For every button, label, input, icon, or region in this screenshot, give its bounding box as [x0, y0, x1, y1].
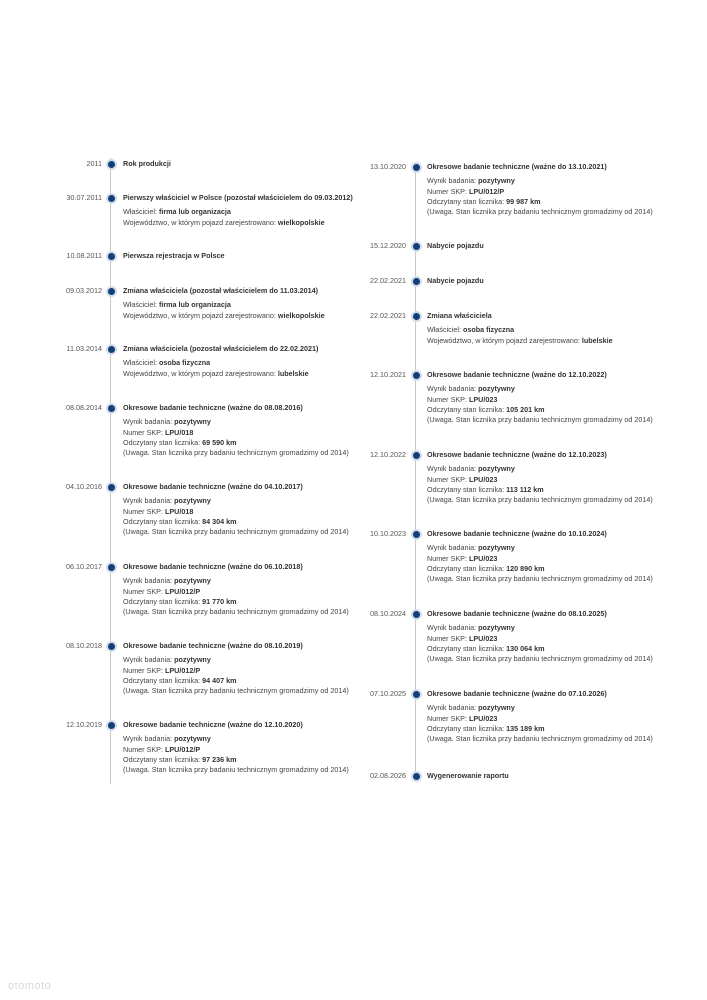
timeline-dot-icon — [411, 771, 422, 782]
event-date: 08.10.2018 — [66, 641, 102, 650]
timeline-dot-icon — [411, 450, 422, 461]
detail-value: 94 407 km — [202, 675, 237, 685]
detail-label: Numer SKP: — [427, 633, 467, 643]
detail-value: lubelskie — [277, 368, 309, 378]
detail-value: pozytywny — [174, 417, 211, 427]
timeline-dot-icon — [411, 241, 422, 252]
detail-label: Wynik badania: — [427, 703, 477, 713]
detail-value: pozytywny — [174, 655, 211, 665]
detail-label: (Uwaga. Stan licznika przy badaniu technicznym gromadzimy od 2014) — [123, 607, 349, 617]
timeline-dot-icon — [411, 370, 422, 381]
event-detail-row — [123, 655, 349, 665]
detail-label: Wynik badania: — [427, 464, 477, 474]
event-detail-row — [123, 576, 349, 586]
event-content — [427, 162, 653, 217]
detail-label: Odczytany stan licznika: — [427, 404, 505, 414]
timeline-dot-icon — [106, 720, 117, 731]
detail-value: LPU/023 — [468, 394, 498, 404]
detail-label: Właściciel: — [123, 358, 157, 368]
event-detail-row — [427, 187, 653, 197]
timeline-dot-icon — [411, 609, 422, 620]
detail-label: Numer SKP: — [123, 506, 163, 516]
timeline-dot-icon — [106, 193, 117, 204]
event-detail-row — [427, 623, 653, 633]
event-title: Okresowe badanie techniczne (ważne do 10.10.2024) — [427, 529, 607, 538]
detail-value: 99 987 km — [506, 196, 541, 206]
event-title: Okresowe badanie techniczne (ważne do 08.10.2025) — [427, 609, 607, 618]
event-detail-row — [123, 666, 349, 676]
event-date: 12.10.2019 — [66, 720, 102, 729]
detail-value: 120 890 km — [506, 563, 545, 573]
detail-value: firma lub organizacja — [158, 207, 231, 217]
event-content — [123, 720, 349, 775]
detail-value: 69 590 km — [202, 437, 237, 447]
event-title: Nabycie pojazdu — [427, 241, 484, 250]
event-content — [427, 241, 484, 251]
detail-label: Województwo, w którym pojazd zarejestrowano: — [427, 335, 580, 345]
event-detail-row — [427, 197, 653, 207]
detail-value: LPU/023 — [468, 633, 498, 643]
detail-label: (Uwaga. Stan licznika przy badaniu technicznym gromadzimy od 2014) — [123, 765, 349, 775]
detail-value: firma lub organizacja — [158, 300, 231, 310]
event-title: Okresowe badanie techniczne (ważne do 08.08.2016) — [123, 403, 303, 412]
detail-label: Odczytany stan licznika: — [427, 723, 505, 733]
timeline-dot-icon — [106, 286, 117, 297]
timeline-dot-icon — [106, 251, 117, 262]
detail-label: (Uwaga. Stan licznika przy badaniu technicznym gromadzimy od 2014) — [427, 495, 653, 505]
event-content — [123, 193, 353, 228]
detail-value: LPU/023 — [468, 713, 498, 723]
detail-value: pozytywny — [478, 703, 515, 713]
event-content — [427, 370, 653, 425]
event-detail-row — [123, 607, 349, 617]
event-detail-row — [123, 417, 349, 427]
detail-value: lubelskie — [581, 335, 613, 345]
detail-label: Wynik badania: — [427, 384, 477, 394]
detail-label: Odczytany stan licznika: — [427, 196, 505, 206]
detail-label: Numer SKP: — [427, 474, 467, 484]
detail-value: pozytywny — [478, 623, 515, 633]
event-title: Okresowe badanie techniczne (ważne do 13.10.2021) — [427, 162, 607, 171]
event-date: 2011 — [86, 159, 102, 168]
event-content — [123, 251, 225, 261]
detail-value: LPU/012/P — [164, 744, 201, 754]
event-title: Okresowe badanie techniczne (ważne do 12.10.2022) — [427, 370, 607, 379]
event-detail-row — [123, 734, 349, 744]
detail-label: (Uwaga. Stan licznika przy badaniu technicznym gromadzimy od 2014) — [427, 654, 653, 664]
detail-value: LPU/018 — [164, 506, 194, 516]
event-detail-row — [427, 634, 653, 644]
detail-label: (Uwaga. Stan licznika przy badaniu technicznym gromadzimy od 2014) — [427, 207, 653, 217]
detail-label: Wynik badania: — [427, 623, 477, 633]
event-date: 22.02.2021 — [370, 276, 406, 285]
event-detail-row — [123, 438, 349, 448]
detail-label: (Uwaga. Stan licznika przy badaniu technicznym gromadzimy od 2014) — [123, 527, 349, 537]
detail-value: pozytywny — [478, 543, 515, 553]
event-detail-row — [427, 207, 653, 217]
timeline-dot-icon — [411, 162, 422, 173]
event-content — [427, 529, 653, 584]
detail-label: Numer SKP: — [123, 744, 163, 754]
event-detail-row — [123, 597, 349, 607]
event-date: 08.10.2024 — [370, 609, 406, 618]
event-detail-row — [123, 676, 349, 686]
event-date: 09.03.2012 — [66, 286, 102, 295]
detail-value: wielkopolskie — [277, 310, 325, 320]
event-detail-row — [427, 734, 653, 744]
event-content — [123, 482, 349, 537]
detail-value: LPU/018 — [164, 427, 194, 437]
detail-value: 84 304 km — [202, 516, 237, 526]
event-date: 22.02.2021 — [370, 311, 406, 320]
event-detail-row — [123, 358, 318, 368]
detail-label: Województwo, w którym pojazd zarejestrowano: — [123, 217, 276, 227]
event-detail-row — [123, 745, 349, 755]
event-detail-row — [123, 300, 325, 310]
timeline-dot-icon — [411, 689, 422, 700]
event-content — [427, 311, 613, 346]
event-date: 10.08.2011 — [66, 251, 102, 260]
detail-value: 105 201 km — [506, 404, 545, 414]
event-detail-row — [123, 207, 353, 217]
detail-label: Numer SKP: — [123, 427, 163, 437]
event-detail-row — [427, 176, 653, 186]
detail-value: osoba fizyczna — [158, 358, 211, 368]
detail-value: pozytywny — [174, 496, 211, 506]
detail-label: Wynik badania: — [123, 734, 173, 744]
detail-label: Odczytany stan licznika: — [123, 675, 201, 685]
event-date: 07.10.2025 — [370, 689, 406, 698]
event-content — [123, 403, 349, 458]
timeline-dot-icon — [411, 529, 422, 540]
timeline-dot-icon — [106, 344, 117, 355]
detail-label: Odczytany stan licznika: — [427, 643, 505, 653]
detail-value: osoba fizyczna — [462, 325, 515, 335]
event-detail-row — [427, 395, 653, 405]
event-content — [123, 286, 325, 321]
timeline-dot-icon — [411, 311, 422, 322]
detail-label: Numer SKP: — [427, 394, 467, 404]
event-detail-row — [427, 384, 653, 394]
detail-label: Odczytany stan licznika: — [427, 563, 505, 573]
event-detail-row — [427, 405, 653, 415]
event-detail-row — [123, 765, 349, 775]
event-detail-row — [427, 495, 653, 505]
event-title: Zmiana właściciela (pozostał właścicielem do 11.03.2014) — [123, 286, 318, 295]
event-detail-row — [427, 644, 653, 654]
event-date: 12.10.2021 — [370, 370, 406, 379]
event-date: 30.07.2011 — [66, 193, 102, 202]
event-detail-row — [427, 543, 653, 553]
timeline-dot-icon — [106, 562, 117, 573]
detail-label: Odczytany stan licznika: — [123, 596, 201, 606]
detail-label: (Uwaga. Stan licznika przy badaniu technicznym gromadzimy od 2014) — [427, 415, 653, 425]
event-detail-row — [427, 415, 653, 425]
event-title: Okresowe badanie techniczne (ważne do 07.10.2026) — [427, 689, 607, 698]
event-title: Wygenerowanie raportu — [427, 771, 509, 780]
event-detail-row — [427, 325, 613, 335]
detail-label: Wynik badania: — [123, 655, 173, 665]
event-detail-row — [123, 686, 349, 696]
event-detail-row — [427, 464, 653, 474]
event-title: Okresowe badanie techniczne (ważne do 12.10.2020) — [123, 720, 303, 729]
event-detail-row — [123, 755, 349, 765]
detail-label: (Uwaga. Stan licznika przy badaniu technicznym gromadzimy od 2014) — [123, 686, 349, 696]
detail-label: Województwo, w którym pojazd zarejestrowano: — [123, 368, 276, 378]
event-detail-row — [123, 448, 349, 458]
event-detail-row — [427, 336, 613, 346]
event-detail-row — [123, 369, 318, 379]
detail-label: Wynik badania: — [123, 496, 173, 506]
event-detail-row — [123, 517, 349, 527]
detail-value: pozytywny — [478, 384, 515, 394]
event-detail-row — [123, 428, 349, 438]
detail-label: (Uwaga. Stan licznika przy badaniu technicznym gromadzimy od 2014) — [427, 574, 653, 584]
detail-label: Numer SKP: — [123, 665, 163, 675]
detail-label: Właściciel: — [123, 300, 157, 310]
event-date: 08.08.2014 — [66, 403, 102, 412]
event-detail-row — [427, 714, 653, 724]
event-date: 11.03.2014 — [66, 344, 102, 353]
detail-label: Numer SKP: — [427, 713, 467, 723]
timeline-dot-icon — [106, 403, 117, 414]
detail-value: pozytywny — [478, 176, 515, 186]
detail-label: Numer SKP: — [427, 553, 467, 563]
event-detail-row — [123, 507, 349, 517]
detail-value: 97 236 km — [202, 754, 237, 764]
detail-label: Odczytany stan licznika: — [123, 516, 201, 526]
event-date: 13.10.2020 — [370, 162, 406, 171]
detail-label: Odczytany stan licznika: — [123, 437, 201, 447]
event-detail-row — [427, 724, 653, 734]
detail-label: Odczytany stan licznika: — [123, 754, 201, 764]
event-title: Nabycie pojazdu — [427, 276, 484, 285]
timeline-dot-icon — [106, 159, 117, 170]
detail-value: LPU/012/P — [164, 665, 201, 675]
event-content — [427, 450, 653, 505]
watermark-logo: otomoto — [8, 980, 52, 992]
event-detail-row — [427, 554, 653, 564]
detail-value: LPU/023 — [468, 553, 498, 563]
event-detail-row — [427, 564, 653, 574]
detail-label: Właściciel: — [123, 207, 157, 217]
detail-value: pozytywny — [174, 576, 211, 586]
event-content — [427, 689, 653, 744]
event-content — [427, 276, 484, 286]
detail-label: Właściciel: — [427, 325, 461, 335]
detail-label: Numer SKP: — [427, 186, 467, 196]
event-detail-row — [123, 587, 349, 597]
event-date: 15.12.2020 — [370, 241, 406, 250]
event-detail-row — [427, 475, 653, 485]
detail-label: Wynik badania: — [427, 176, 477, 186]
event-title: Okresowe badanie techniczne (ważne do 06.10.2018) — [123, 562, 303, 571]
detail-label: Wynik badania: — [427, 543, 477, 553]
event-date: 04.10.2016 — [66, 482, 102, 491]
detail-value: 113 112 km — [506, 484, 544, 494]
event-detail-row — [123, 527, 349, 537]
detail-value: 91 770 km — [202, 596, 237, 606]
detail-label: (Uwaga. Stan licznika przy badaniu technicznym gromadzimy od 2014) — [427, 734, 653, 744]
detail-value: wielkopolskie — [277, 217, 325, 227]
event-content — [123, 344, 318, 379]
detail-value: LPU/023 — [468, 474, 498, 484]
event-title: Zmiana właściciela — [427, 311, 492, 320]
detail-label: Numer SKP: — [123, 586, 163, 596]
detail-label: Wynik badania: — [123, 417, 173, 427]
event-detail-row — [123, 311, 325, 321]
detail-value: 130 064 km — [506, 643, 545, 653]
event-title: Okresowe badanie techniczne (ważne do 04.10.2017) — [123, 482, 303, 491]
timeline-dot-icon — [411, 276, 422, 287]
event-content — [123, 641, 349, 696]
event-title: Okresowe badanie techniczne (ważne do 08.10.2019) — [123, 641, 303, 650]
event-detail-row — [427, 574, 653, 584]
event-date: 02.08.2026 — [370, 771, 406, 780]
detail-label: Województwo, w którym pojazd zarejestrowano: — [123, 310, 276, 320]
detail-label: Odczytany stan licznika: — [427, 484, 505, 494]
detail-label: (Uwaga. Stan licznika przy badaniu technicznym gromadzimy od 2014) — [123, 448, 349, 458]
event-date: 12.10.2022 — [370, 450, 406, 459]
event-title: Zmiana właściciela (pozostał właścicielem do 22.02.2021) — [123, 344, 319, 353]
event-title: Pierwszy właściciel w Polsce (pozostał właścicielem do 09.03.2012) — [123, 193, 353, 202]
event-detail-row — [427, 703, 653, 713]
event-content — [427, 771, 509, 781]
event-detail-row — [123, 496, 349, 506]
detail-label: Wynik badania: — [123, 576, 173, 586]
event-detail-row — [427, 654, 653, 664]
detail-value: LPU/012/P — [164, 586, 201, 596]
event-title: Pierwsza rejestracja w Polsce — [123, 251, 225, 260]
timeline-dot-icon — [106, 641, 117, 652]
timeline-dot-icon — [106, 482, 117, 493]
event-content — [123, 562, 349, 617]
event-content — [427, 609, 653, 664]
event-date: 06.10.2017 — [66, 562, 102, 571]
detail-value: 135 189 km — [506, 723, 545, 733]
event-title: Rok produkcji — [123, 159, 171, 168]
detail-value: pozytywny — [478, 464, 515, 474]
event-detail-row — [123, 218, 353, 228]
event-title: Okresowe badanie techniczne (ważne do 12.10.2023) — [427, 450, 607, 459]
detail-value: LPU/012/P — [468, 186, 505, 196]
event-content — [123, 159, 171, 169]
detail-value: pozytywny — [174, 734, 211, 744]
event-detail-row — [427, 485, 653, 495]
event-date: 10.10.2023 — [370, 529, 406, 538]
